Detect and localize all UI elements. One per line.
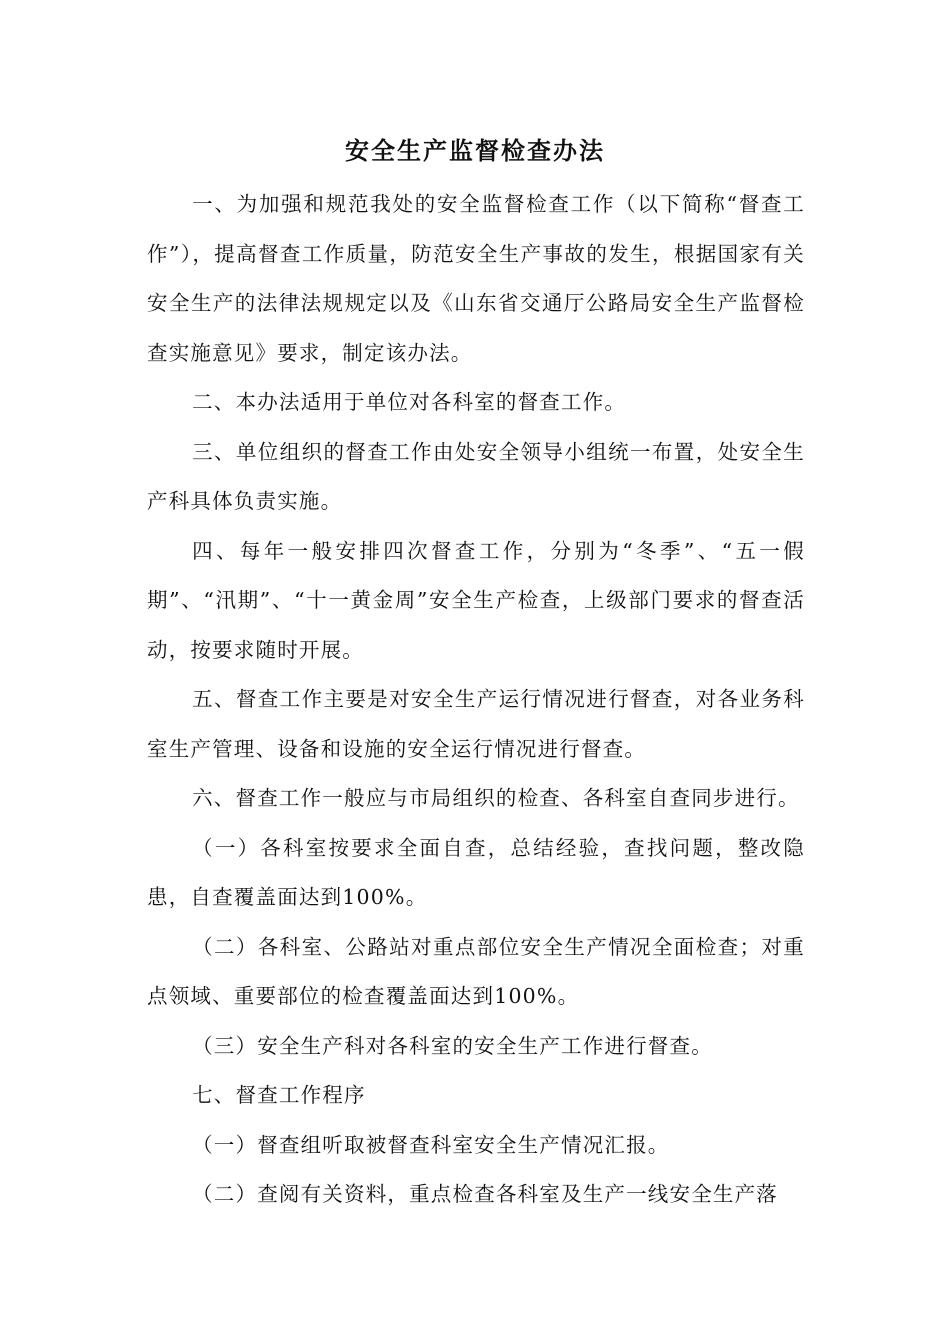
paragraph-1: 一、为加强和规范我处的安全监督检查工作（以下简称“督查工作”），提高督查工作质量，防范安全生产事故的发生，根据国家有关安全生产的法律法规规定以及《山东省交通厅公路局安全生产监督检查实施意见》要求，制定该办法。 — [147, 192, 805, 365]
paragraph-6: 六、督查工作一般应与市局组织的检查、各科室自查同步进行。 — [192, 786, 800, 810]
paragraph-11: （一）督查组听取被督查科室安全生产情况汇报。 — [192, 1132, 670, 1157]
paragraph-10: 七、督查工作程序 — [192, 1083, 366, 1107]
paragraph-12: （二）查阅有关资料，重点检查各科室及生产一线安全生产落 — [192, 1182, 778, 1206]
paragraph-7: （一）各科室按要求全面自查，总结经验，查找问题，整改隐患，自查覆盖面达到100%。 — [147, 835, 805, 909]
paragraph-8: （二）各科室、公路站对重点部位安全生产情况全面检查；对重点领域、重要部位的检查覆盖面达到100%。 — [147, 934, 805, 1008]
paragraph-3: 三、单位组织的督查工作由处安全领导小组统一布置，处安全生产科具体负责实施。 — [147, 439, 805, 513]
paragraph-5: 五、督查工作主要是对安全生产运行情况进行督查，对各业务科室生产管理、设备和设施的安全运行情况进行督查。 — [147, 687, 805, 761]
document-title: 安全生产监督检查办法 — [345, 136, 605, 165]
paragraph-9: （三）安全生产科对各科室的安全生产工作进行督查。 — [192, 1033, 713, 1058]
paragraph-4: 四、每年一般安排四次督查工作，分别为“冬季”、“五一假期”、“汛期”、“十一黄金周”安全生产检查，上级部门要求的督查活动，按要求随时开展。 — [147, 538, 805, 662]
document-body — [147, 180, 805, 1220]
paragraph-2: 二、本办法适用于单位对各科室的督查工作。 — [192, 390, 627, 414]
